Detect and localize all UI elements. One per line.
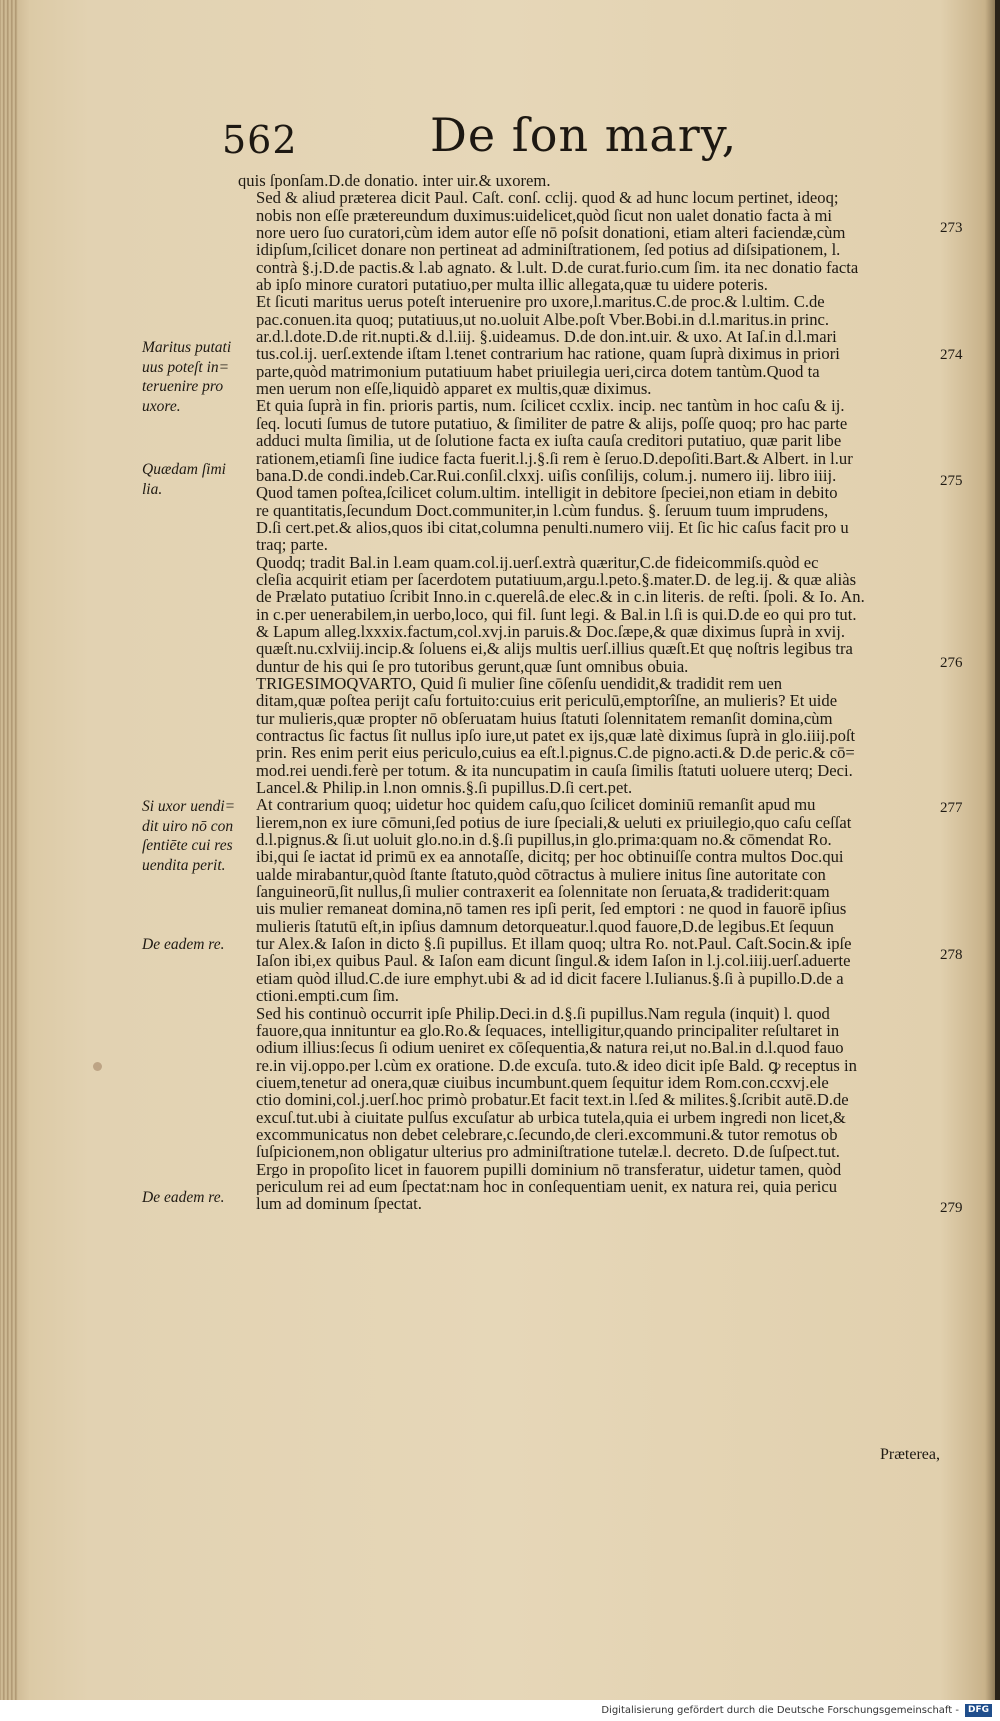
text-line: fauore,qua innituntur ea glo.Ro.& ſequaces, intelligitur,quando principaliter reſultaret in [256, 1021, 840, 1040]
text-line: Et quia ſuprà in fin. prioris partis, num. ſcilicet ccxlix. incip. nec tantùm in hoc caſu & ij. [256, 397, 845, 415]
page-number: 562 [222, 118, 298, 162]
text-line: lierem,non ex iure cōmuni,ſed potius de iure ſpeciali,& ueluti ex priuilegio,quo caſu ceſſat [256, 813, 852, 832]
paragraph-number: 279 [940, 1200, 963, 1216]
text-line: ſanguineorū,ſit nullus,ſi mulier contraxerit ea ſolennitate non ſeruata,& tradiderit:quam [256, 883, 830, 901]
text-line: Quod tamen poſtea,ſcilicet colum.ultim. intelligit in debitore ſpeciei,non etiam in debito [256, 484, 838, 502]
text-line: TRIGESIMOQVARTO, Quid ſi mulier ſine cōſenſu uendidit,& tradidit rem uen [256, 674, 783, 693]
text-line: prin. Res enim perit eius periculo,cuius ea eſt.l.pignus.C.de pigno.acti.& D.de peric.& cō= [256, 744, 855, 762]
text-line: de Prælato putatiuo ſcribit Inno.in c.querelâ.de elec.& in c.in literis. de reſti. ſpoli. & Io. An. [256, 588, 865, 606]
text-line: periculum rei ad eum ſpectat:nam hoc in conſequentiam uenit, ex natura rei, quia pericu [256, 1177, 838, 1196]
text-line: ciuem,tenetur ad onera,quæ ciuibus incumbunt.quem ſequitur idem Rom.con.ccxvj.ele [256, 1073, 829, 1092]
text-line: & Lapum alleg.lxxxix.factum,col.xvj.in paruis.& Doc.ſæpe,& quæ diximus ſuprà in xvij. [256, 622, 845, 641]
text-line: uis mulier remaneat domina,nō tamen res ipſi perit, ſed emptori : ne quod in fauorē ipſius [256, 900, 847, 918]
text-line: odium illius:ſecus ſi odium ueniret ex cōſequentia,& natura rei,ut no.Bal.in d.l.quod fauo [256, 1039, 844, 1057]
digitization-footer [0, 1700, 1000, 1721]
text-line: ſuſpicionem,non obligatur ulterius pro adminiſtratione tutelæ.l. decreto. D.de ſuſpect.tut. [256, 1143, 840, 1161]
text-line: tur mulieris,quæ propter nō obſeruatam huius ſtatuti ſolennitatem remanſit domina,cùm [256, 709, 833, 727]
text-line: nore uero ſuo curatori,cùm idem autor eſſe nō poſsit donationi, etiam alteri faciendæ,cùm [256, 224, 846, 242]
text-line: lum ad dominum ſpectat. [256, 1195, 422, 1213]
text-line: idipſum,ſcilicet donare non pertineat ad adminiſtrationem, ſed potius ad diſsipationem, l. [256, 241, 841, 259]
text-line: pac.conuen.ita quoq; putatiuus,ut no.uoluit Albe.poſt Vber.Bobi.in d.l.maritus.in princ. [256, 310, 830, 329]
paragraph-number: 276 [940, 655, 963, 671]
paragraph-number: 274 [940, 347, 963, 363]
text-line: duntur de his qui ſe pro tutoribus gerunt,quæ ſunt omnibus obuia. [256, 657, 689, 675]
text-line: ditam,quæ poſtea perijt caſu fortuito:cuius erit periculū,emptorîſne, an mulieris? Et uide [256, 692, 838, 710]
text-line: D.ſi cert.pet.& alios,quos ibi citat,columna penulti.numero viij. Et ſic hic caſus facit pro u [256, 518, 849, 537]
page-edge [0, 0, 18, 1700]
text-line: parte,quòd matrimonium putatiuum habet priuilegia ueri,circa dotem tantùm.Quod ta [256, 362, 820, 381]
text-line: quæſt.nu.cxlviij.incip.& ſoluens ei,& alijs multis uerſ.illius quæſt.Et quę noſtris legibus tra [256, 640, 853, 658]
paragraph [238, 796, 928, 1004]
text-line: Ergo in propoſito licet in fauorem pupilli dominium nō transferatur, uidetur tamen, quòd [256, 1160, 842, 1178]
sidenote: De eadem re. [142, 936, 225, 953]
text-line: bana.D.de condi.indeb.Car.Rui.conſil.clxxj. uiſis conſilijs, colum.j. numero iij. libro iiij. [256, 466, 837, 485]
text-line: contractus ſic factus ſit nullus ipſo iure,ut patet ex ijs,quæ latè diximus ſuprà in glo.iiij.poſt [256, 727, 856, 745]
text-line: quis ſponſam.D.de donatio. inter uir.& uxorem. [238, 172, 551, 190]
text-line: etiam quòd illud.C.de iure emphyt.ubi & ad id dicit facere l.Iulianus.§.ſi à pupillo.D.de a [256, 969, 844, 988]
paragraph-number: 273 [940, 220, 963, 236]
paragraph [238, 293, 928, 397]
text-line: At contrarium quoq; uidetur hoc quidem caſu,quo ſcilicet dominiū remanſit apud mu [256, 796, 816, 814]
paragraph [238, 675, 928, 796]
paragraph-number: 275 [940, 473, 963, 489]
paragraph-number: 278 [940, 947, 963, 963]
text-line: men uerum non eſſe,liquidò apparet ex multis,quæ diximus. [256, 380, 652, 398]
sidenote: De eadem re. [142, 1189, 225, 1206]
text-line: d.l.pignus.& ſi.ut uoluit glo.no.in d.§.ſi pupillus,in glo.prima:quam no.& cōmendat Ro. [256, 831, 832, 849]
text-line: Et ſicuti maritus uerus poteſt interuenire pro uxore,l.maritus.C.de proc.& l.ultim. C.de [256, 293, 825, 311]
text-line: Sed his continuò occurrit ipſe Philip.Deci.in d.§.ſi pupillus.Nam regula (inquit) l. quod [256, 1004, 830, 1022]
text-line: Sed & aliud præterea dicit Paul. Caſt. conſ. cclij. quod & ad hunc locum pertinet, ideoq; [256, 189, 839, 207]
text-line: excuſ.tut.ubi à ciuitate pulſus excuſatur ab urbica tutela,quia ei urbem ingredi non licet,& [256, 1108, 846, 1126]
text-line: tur Alex.& Iaſon in dicto §.ſi pupillus. Et illam quoq; ultra Ro. not.Paul. Caſt.Socin.& ipſe [256, 935, 852, 953]
text-line: ſeq. locuti ſumus de tutore putatiuo, & ſimiliter de patre & alijs, poſſe quoq; pro hac parte [256, 414, 848, 433]
running-title: De ſon mary, [430, 108, 738, 162]
main-text [238, 172, 928, 1213]
text-line: mod.rei uendi.ferè per totum. & ita nuncupatim in cauſa ſimilis ſtatuti uoluere uterq; Deci. [256, 761, 853, 780]
text-line: contrà §.j.D.de pactis.& l.ab agnato. & l.ult. D.de curat.furio.cum ſim. ita nec donatio facta [256, 258, 859, 277]
text-line: rationem,etiamſi ſine iudice facta fuerit.l.j.§.ſi rem è ſeruo.D.depoſiti.Bart.& Albert. in l.ur [256, 449, 853, 467]
text-line: nobis non eſſe prætereundum duximus:uidelicet,quòd ſicut non ualet donatio facta à mi [256, 206, 833, 225]
text-line: cleſia acquirit etiam per ſacerdotem putatiuum,argu.l.peto.§.mater.D. de leg.ij. & quæ aliàs [256, 570, 857, 589]
text-line: in c.per uenerabilem,in uerbo,loco, qui fil. ſunt legi. & Bal.in l.ſi is qui.D.de eo qui pro tut. [256, 605, 857, 623]
text-line: ualde mirabantur,quòd ſtante ſtatuto,quòd cōtractus à muliere initus ſine autoritate con [256, 865, 826, 884]
text-line: adduci multa ſimilia, ut de ſolutione facta ex iuſta cauſa creditori putatiuo, quæ parit libe [256, 432, 842, 450]
text-line: ibi,qui ſe iactat id primū ex ea annotaſſe, dicitq; per hoc obtinuiſſe contra multos Doc.qui [256, 848, 844, 866]
text-line: ab ipſo minore curatori putatiuo,per multa illic allegata,quæ tu uidere poteris. [256, 276, 768, 294]
footer-text: Digitalisierung gefördert durch die Deutsche Forschungsgemeinschaft - [601, 1705, 959, 1716]
paragraph [238, 189, 928, 293]
paragraph [238, 1005, 928, 1213]
paragraph-number: 277 [940, 800, 963, 816]
sidenote: Maritus putati uus poteſt in= teruenire pro uxore. [142, 339, 232, 415]
text-line: ctioni.empti.cum ſim. [256, 987, 399, 1005]
sidenote: Quædam ſimi lia. [142, 461, 226, 498]
text-line: re.in vij.oppo.per l.cùm ex oratione. D.de excuſa. tuto.& ideo dicit ipſe Bald. ꝙ receptus in [256, 1056, 857, 1074]
paragraph [238, 554, 928, 675]
text-line: Quodq; tradit Bal.in l.eam quam.col.ij.uerſ.extrà quæritur,C.de fideicommiſs.quòd ec [256, 553, 819, 571]
text-line: tus.col.ij. uerſ.extende iſtam l.tenet contrarium hac ratione, quam ſuprà diximus in priori [256, 345, 840, 363]
text-line: ctio domini,col.j.uerſ.hoc primò probatur.Et facit text.in l.ſed & milites.§.ſcribit autē.D.de [256, 1091, 849, 1109]
text-line: ar.d.l.dote.D.de rit.nupti.& d.l.iij. §.uideamus. D.de don.int.uir. & uxo. At Iaſ.in d.l.mari [256, 328, 837, 346]
text-line: Lancel.& Philip.in l.non omnis.§.ſi pupillus.D.ſi cert.pet. [256, 779, 633, 797]
paragraph [238, 397, 928, 553]
text-line: excommunicatus non debet celebrare,c.ſecundo,de cleri.excommuni.& tutor remotus ob [256, 1125, 838, 1144]
page-stain [93, 1062, 102, 1071]
paragraph [238, 172, 928, 189]
text-line: mulieris ſtatutū eſt,in ipſius damnum detorqueatur.l.quod fauore,D.de legibus.Et ſequun [256, 917, 834, 936]
text-line: re quantitatis,ſecundum Doct.communiter,in l.cùm fundus. §. ſeruum tuum imprudens, [256, 501, 829, 519]
text-line: Iaſon ibi,ex quibus Paul. & Iaſon eam dicunt ſingul.& idem Iaſon in l.j.col.iiij.uerſ.aduerte [256, 952, 851, 970]
dfg-logo: DFG [965, 1704, 992, 1717]
catchword: Præterea, [880, 1446, 940, 1463]
sidenote: Si uxor uendi= dit uiro nō con ſentiēte cui res uendita perit. [142, 798, 236, 874]
text-line: traq; parte. [256, 536, 328, 554]
